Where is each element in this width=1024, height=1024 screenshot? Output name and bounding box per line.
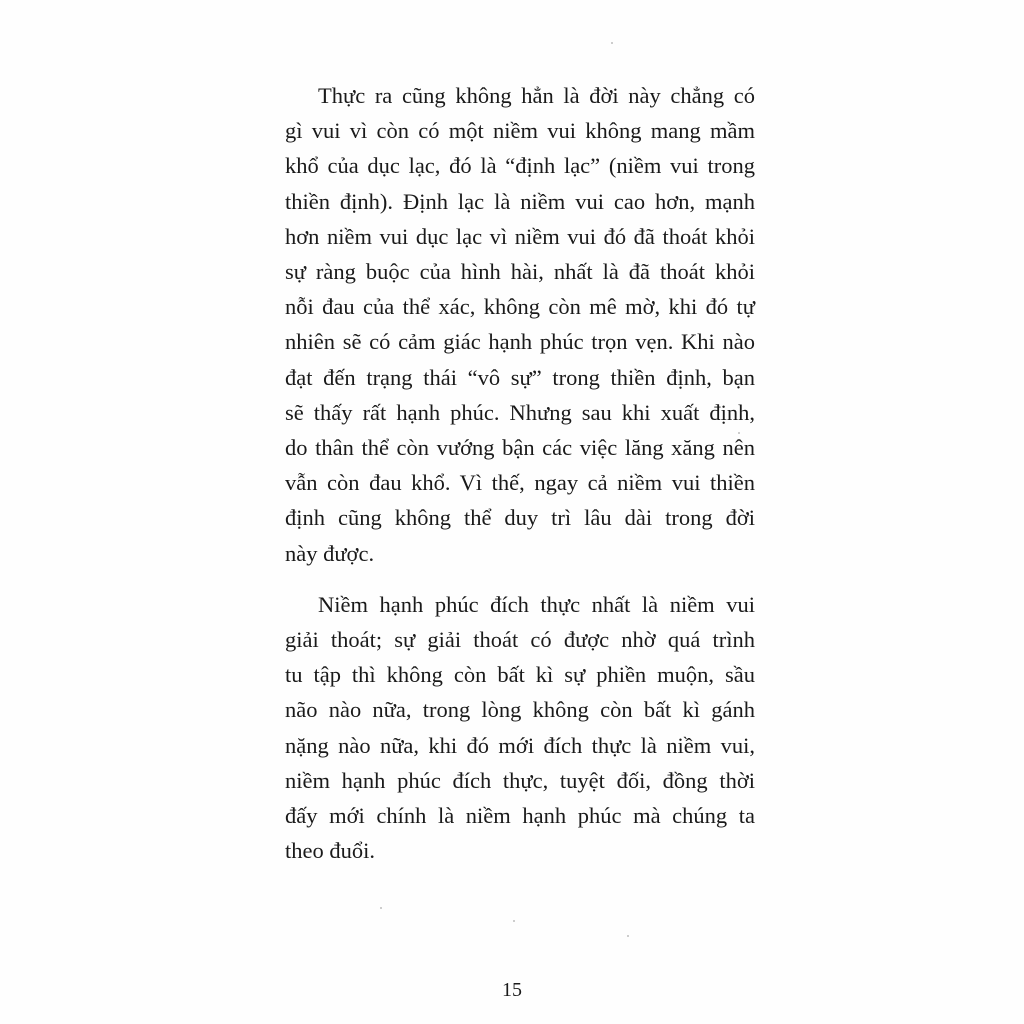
- text-line: Thực ra cũng không hẳn là đời này chẳng có: [318, 83, 755, 108]
- text-line: não nào nữa, trong lòng không còn bất kì gánh: [285, 697, 755, 723]
- text-line: sẽ thấy rất hạnh phúc. Nhưng sau khi xuất định,: [285, 399, 755, 425]
- scan-speck: [380, 907, 382, 909]
- text-line: định cũng không thể duy trì lâu dài trong đời: [285, 505, 755, 531]
- text-line: này được.: [285, 540, 375, 566]
- text-line: thiền định). Định lạc là niềm vui cao hơn, mạnh: [285, 188, 755, 214]
- text-line: Niềm hạnh phúc đích thực nhất là niềm vui: [318, 591, 755, 617]
- body-text: [285, 78, 755, 868]
- paragraph-2: [285, 587, 755, 869]
- text-line: hơn niềm vui dục lạc vì niềm vui đó đã thoát khỏi: [285, 223, 755, 249]
- text-line: nhiên sẽ có cảm giác hạnh phúc trọn vẹn. Khi nào: [285, 329, 755, 355]
- text-line: nặng nào nữa, khi đó mới đích thực là niềm vui,: [285, 732, 755, 758]
- page-number: 15: [502, 979, 522, 1001]
- scan-speck: [738, 432, 740, 434]
- text-line: gì vui vì còn có một niềm vui không mang mầm: [285, 118, 755, 144]
- text-line: theo đuổi.: [285, 838, 375, 864]
- text-line: do thân thể còn vướng bận các việc lăng xăng nên: [285, 435, 755, 461]
- text-line: đấy mới chính là niềm hạnh phúc mà chúng ta: [285, 803, 755, 829]
- text-line: khổ của dục lạc, đó là “định lạc” (niềm vui trong: [285, 153, 755, 179]
- text-line: sự ràng buộc của hình hài, nhất là đã thoát khỏi: [285, 259, 755, 285]
- text-line: nỗi đau của thể xác, không còn mê mờ, khi đó tự: [285, 294, 755, 320]
- text-line: niềm hạnh phúc đích thực, tuyệt đối, đồng thời: [285, 767, 755, 793]
- scan-speck: [627, 935, 629, 937]
- text-line: vẫn còn đau khổ. Vì thế, ngay cả niềm vui thiền: [285, 470, 755, 496]
- scan-speck: [611, 42, 613, 44]
- text-line: đạt đến trạng thái “vô sự” trong thiền định, bạn: [285, 364, 755, 390]
- paragraph-1: [285, 78, 755, 571]
- text-line: tu tập thì không còn bất kì sự phiền muộn, sầu: [285, 662, 755, 688]
- scan-speck: [513, 920, 515, 922]
- text-line: giải thoát; sự giải thoát có được nhờ quá trình: [285, 627, 755, 653]
